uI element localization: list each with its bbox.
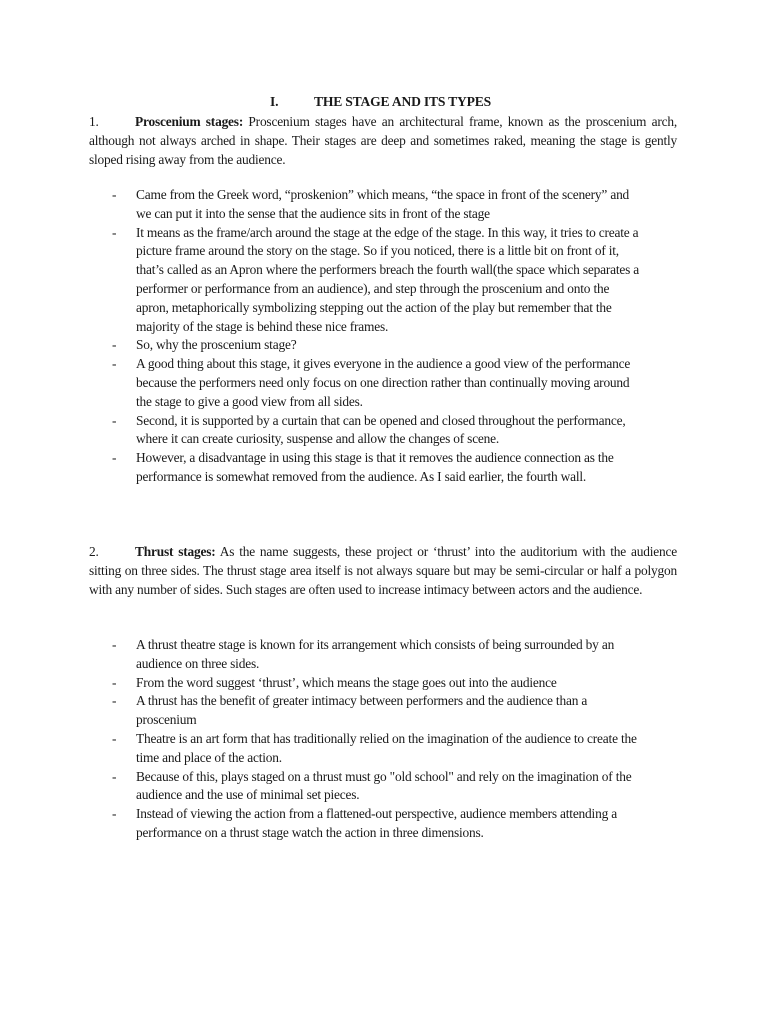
proscenium-term: Proscenium stages: [135,114,244,129]
bullet-dash: - [112,224,117,240]
proscenium-intro-text: Proscenium stages have an architectural frame, known as the proscenium arch, although not always arched in shape. Their stages are deep and sometimes raked, meaning the stage is gently sloped rising away from the audience. [89,114,677,167]
bullet-dash: - [112,806,117,822]
list-item-text: Second, it is supported by a curtain that can be opened and closed throughout the performance, where it can create curiosity, suspense and allow the changes of scene. [136,412,626,447]
list-item-text: It means as the frame/arch around the stage at the edge of the stage. In this way, it tries to create a picture frame around the story on the stage. So if you noticed, there is a little bit on front of it, that’s called as an Apron where the performers breach the fourth wall(the space which separates a performer or performance from an audience), and step through the proscenium and onto the apron, metaphorically symbolizing stepping out the action of the play but remember that the majority of the stage is behind these nice frames. [136,224,639,334]
list-item [112,692,682,730]
list-item [112,224,682,337]
list-item-text: A thrust theatre stage is known for its arrangement which consists of being surrounded by an audience on three sides. [136,637,615,671]
section-heading [270,93,491,111]
bullet-dash: - [112,730,117,746]
list-item [112,768,682,806]
bullet-dash: - [112,337,117,353]
bullet-dash: - [112,187,117,202]
list-item [112,730,682,768]
list-item-text: Theatre is an art form that has traditionally relied on the imagination of the audience to create the time and place of the action. [136,730,637,765]
proscenium-number: 1. [89,114,99,129]
list-item-text: Came from the Greek word, “proskenion” which means, “the space in front of the scenery” and we can put it into the sense that the audience sits in front of the stage [136,187,630,221]
list-item [112,805,682,843]
list-item-text: A good thing about this stage, it gives everyone in the audience a good view of the performance because the performers need only focus on one direction rather than continually moving around the stage to give a good view from all sides. [136,356,631,409]
bullet-dash: - [112,356,117,372]
list-item [112,636,682,674]
list-item-text: Instead of viewing the action from a flattened-out perspective, audience members attending a performance on a thrust stage watch the action in three dimensions. [136,806,617,840]
bullet-dash: - [112,637,117,652]
list-item [112,186,682,224]
bullet-dash: - [112,768,117,784]
thrust-term: Thrust stages: [135,544,216,559]
bullet-dash: - [112,693,117,709]
bullet-dash: - [112,412,117,428]
list-item [112,355,682,411]
thrust-intro-text: As the name suggests, these project or ‘thrust’ into the auditorium with the audience sitting on three sides. The thrust stage area itself is not always square but may be semi-circular or half a polygon with any number of sides. Such stages are often used to increase intimacy between actors and the audience. [89,544,677,597]
list-item-text: From the word suggest ‘thrust’, which means the stage goes out into the audience [136,674,557,690]
list-item-text: So, why the proscenium stage? [136,337,297,353]
proscenium-bullet-list [112,186,682,487]
list-item [112,674,682,693]
thrust-intro-paragraph [89,542,677,599]
heading-title: THE STAGE AND ITS TYPES [314,94,491,109]
bullet-dash: - [112,450,117,466]
thrust-bullet-list [112,636,682,843]
list-item-text: A thrust has the benefit of greater intimacy between performers and the audience than a proscenium [136,693,588,728]
proscenium-intro-paragraph [89,112,677,169]
heading-number: I. [270,94,279,109]
list-item [112,336,682,355]
thrust-number: 2. [89,544,99,559]
bullet-dash: - [112,674,117,690]
list-item [112,449,682,487]
list-item [112,412,682,450]
list-item-text: Because of this, plays staged on a thrust must go "old school" and rely on the imagination of the audience and the use of minimal set pieces. [136,768,632,803]
list-item-text: However, a disadvantage in using this stage is that it removes the audience connection as the performance is somewhat removed from the audience. As I said earlier, the fourth wall. [136,450,614,484]
